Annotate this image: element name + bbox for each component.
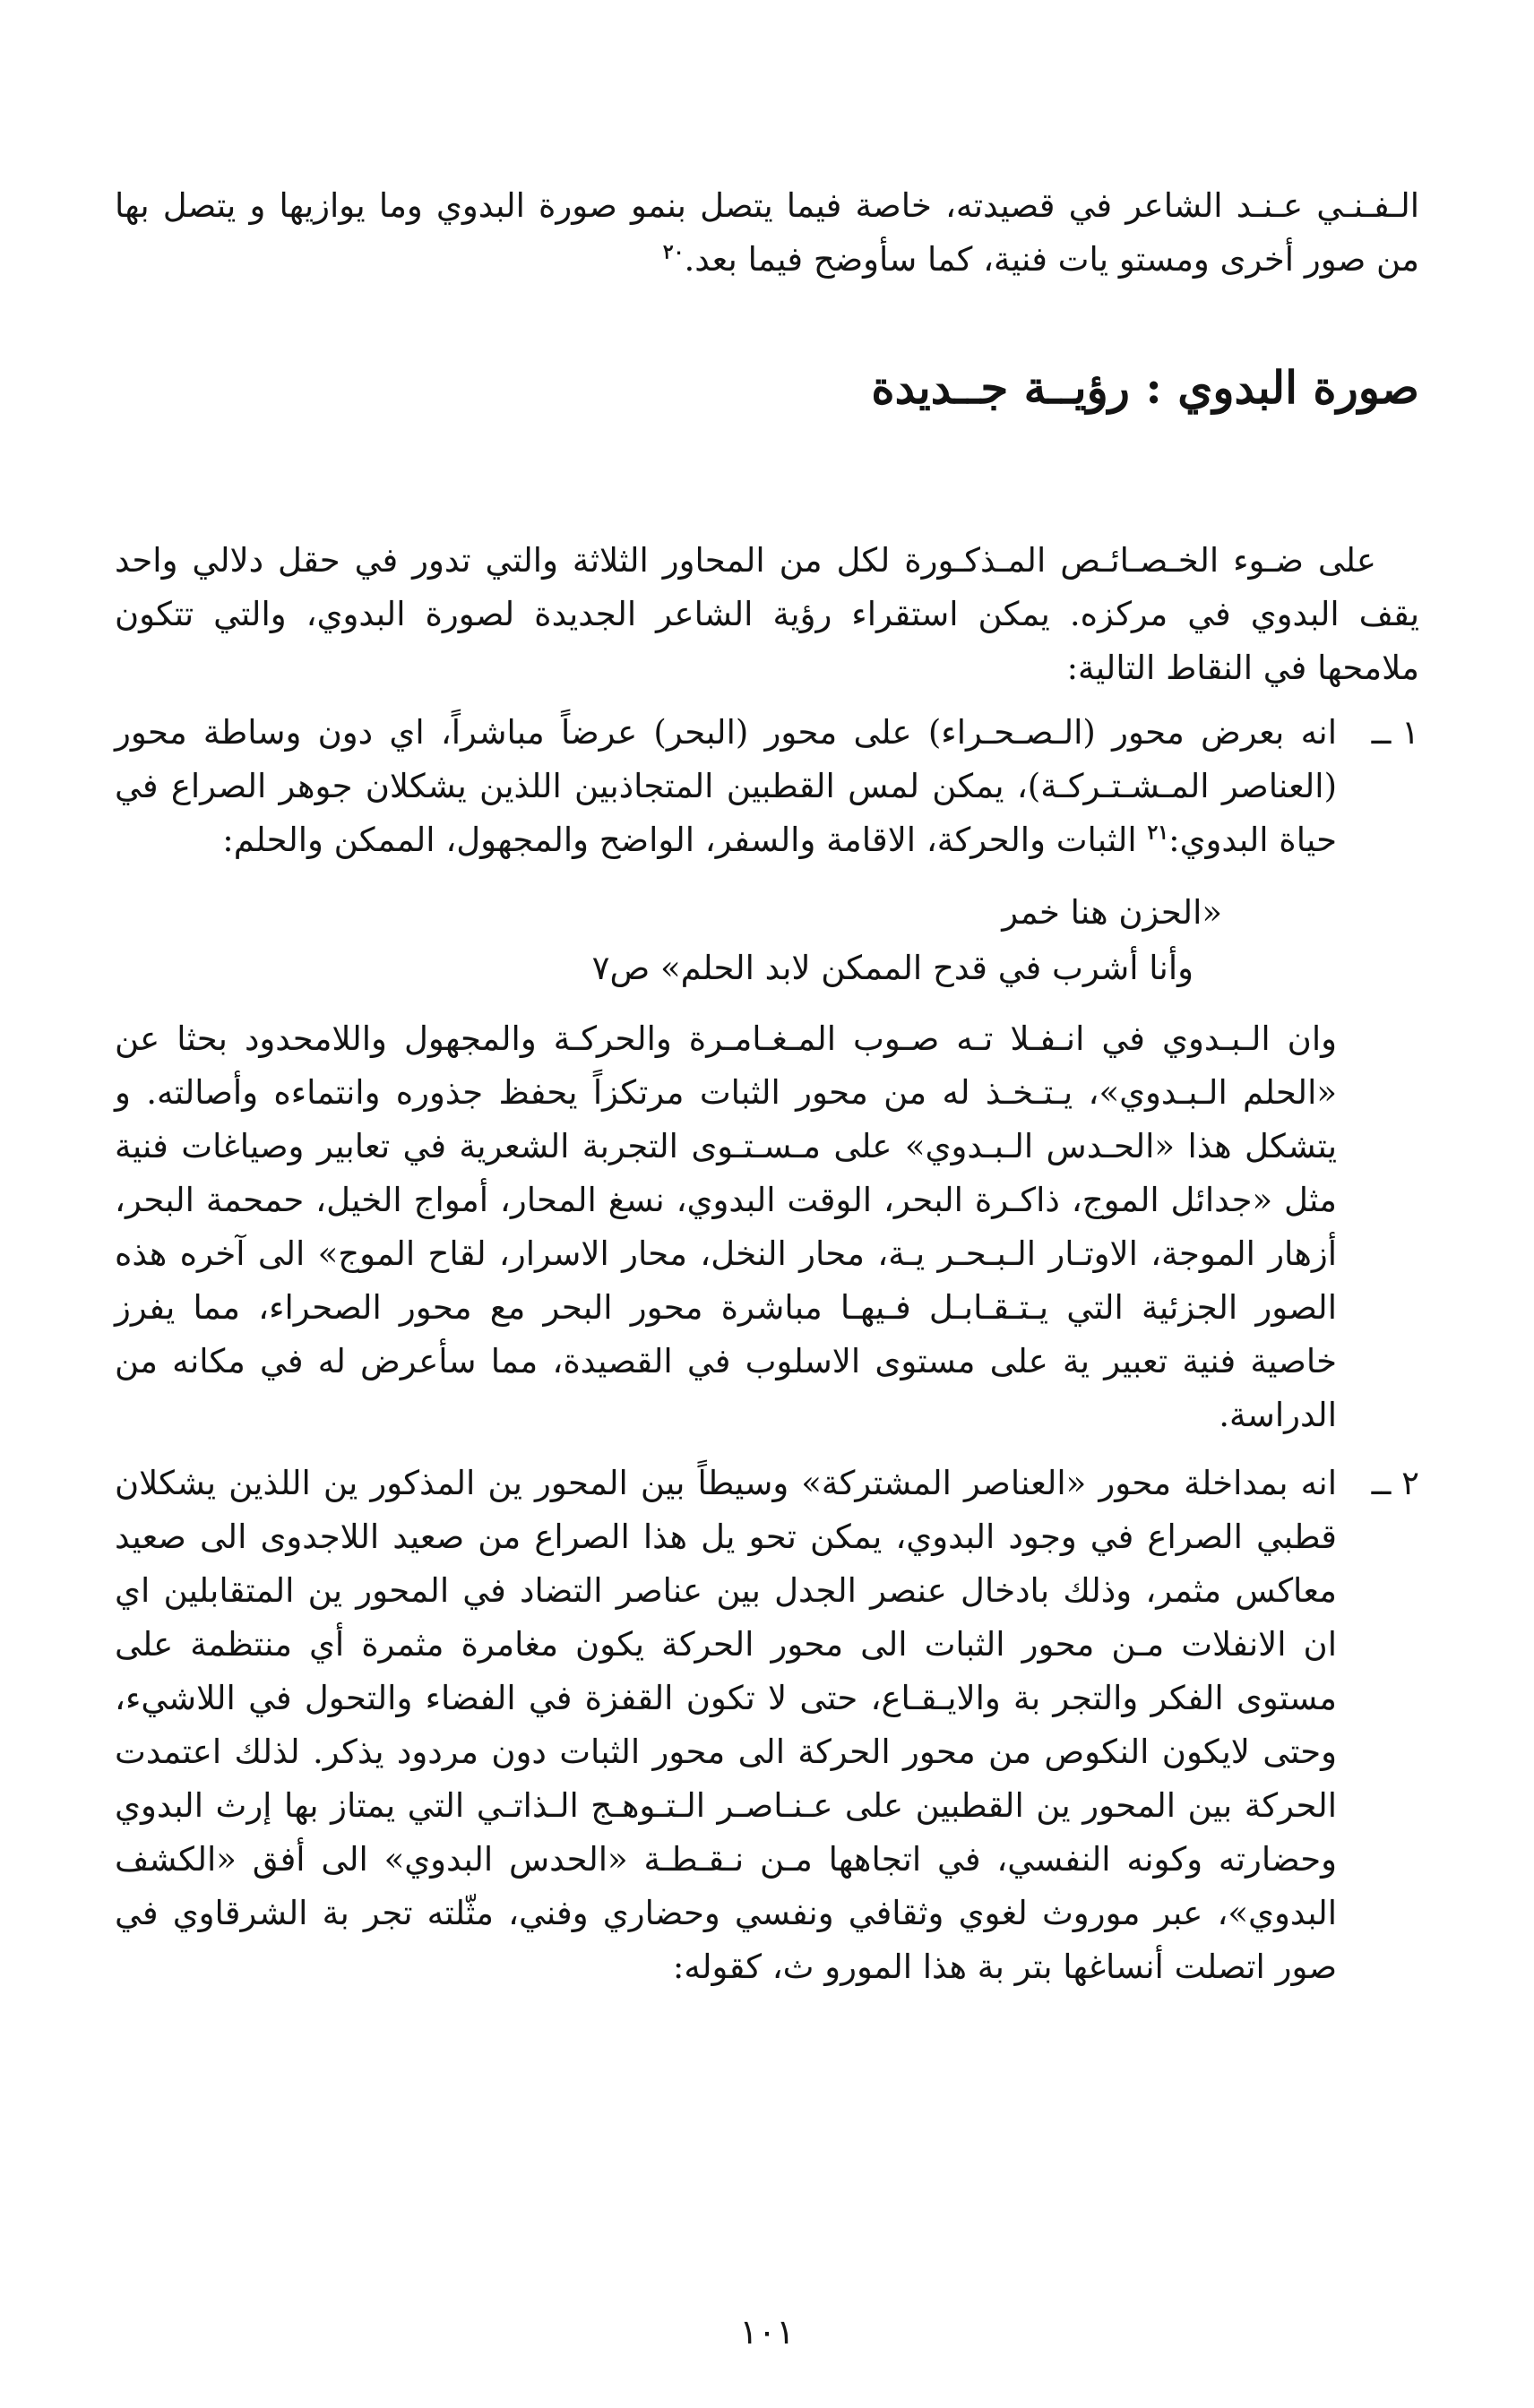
list-item-1-text-start: انه بعرض محور (الـصـحـراء) على محور (البحر) عرضاً مباشراً، اي دون وساطة محور (العناصر المـشـتـركـة)، يمكن لمس القطبين المتجاذبين اللذين يشكلان جوهر الصراع في حياة البدوي: xyxy=(115,713,1337,859)
list-item-1-continuation: وان الـبـدوي في انـفـلا تـه صـوب المـغـامـرة والحركـة والمجهول واللامحدود بحثا عن «الحلم الـبـدوي»، يـتـخـذ له من محور الثبات مرتكزاً يحفظ جذوره وانتماءه وأصالته. و يتشكل هذا «الحـدس الـبـدوي» على مـسـتـوى التجربة الشعرية في تعابير وصياغات فنية مثل «جدائل الموج، ذاكـرة البحر، الوقت البدوي، نسغ المحار، أمواج الخيل، حمحمة البحر، أزهار الموجة، الاوتـار الـبـحـر يـة، محار النخل، محار الاسرار، لقاح الموج» الى آخره هذه الصور الجزئية التي يـتـقـابـل فـيهـا مباشرة محور البحر مع محور الصحراء، مما يفرز خاصية فنية تعبير ية على مستوى الاسلوب في القصيدة، مما سأعرض له في مكانه من الدراسة. xyxy=(115,1019,1337,1434)
list-item-number: ١ ــ xyxy=(1371,713,1419,752)
section-title: صورة البدوي : رؤيــة جــديدة xyxy=(871,361,1419,414)
poem-quote xyxy=(115,885,1337,996)
list-item-2 xyxy=(115,1457,1419,1994)
page-content xyxy=(115,179,1419,1994)
list-item-2-text: انه بمداخلة محور «العناصر المشتركة» وسيطاً بين المحور ين المذكور ين اللذين يشكلان قطبي الصراع في وجود البدوي، يمكن تحو يل هذا الصراع من صعيد اللاجدوى الى صعيد معاكس مثمر، وذلك بادخال عنصر الجدل بين عناصر التضاد في المحور ين المتقابلين اي ان الانفلات مـن محور الثبات الى محور الحركة يكون مغامرة مثمرة أي منتظمة على مستوى الفكر والتجر بة والايـقـاع، حتى لا تكون القفزة في الفضاء والتحول في اللاشيء، وحتى لايكون النكوص من محور الحركة الى محور الثبات دون مردود يذكر. لذلك اعتمدت الحركة بين المحور ين القطبين على عـنـاصـر الـتـوهـج الـذاتـي التي يمتاز بها إرث البدوي وحضارته وكونه النفسي، في اتجاهها مـن نـقـطـة «الحدس البدوي» الى أفق «الكشف البدوي»، عبر موروث لغوي وثقافي ونفسي وحضاري وفني، مثّلته تجر بة الشرقاوي في صور اتصلت أنساغها بتر بة هذا المورو ث، كقوله: xyxy=(115,1464,1337,1986)
list-item-body xyxy=(115,706,1337,1442)
list-item-1-text-end: الثبات والحركة، الاقامة والسفر، الواضح والمجهول، الممكن والحلم: xyxy=(222,821,1137,859)
intro-paragraph-text: الـفـنـي عـنـد الشاعر في قصيدته، خاصة فيما يتصل بنمو صورة البدوي وما يوازيها و يتصل بها من صور أخرى ومستو يات فنية، كما سأوضح فيما بعد. xyxy=(115,186,1419,279)
list-item-number: ٢ ــ xyxy=(1371,1464,1419,1502)
footnote-marker-20: ٢٠ xyxy=(662,240,685,264)
lead-paragraph: على ضـوء الخـصـائـص المـذكـورة لكل من المحاور الثلاثة والتي تدور في حقل دلالي واحد يقف البدوي في مركزه. يمكن استقراء رؤية الشاعر الجديدة لصورة البدوي، والتي تتكون ملامحها في النقاط التالية: xyxy=(115,541,1419,687)
intro-paragraph xyxy=(115,179,1419,287)
list-item-body xyxy=(115,1457,1337,1994)
page-number: ١٠١ xyxy=(739,2312,795,2352)
list-item-1-text xyxy=(115,706,1337,867)
list-item-1 xyxy=(115,706,1419,1442)
footnote-marker-21: ٢١ xyxy=(1147,821,1169,845)
poem-quote-line-2: وأنا أشرب في قدح الممكن لابد الحلم» ص٧ xyxy=(591,949,1194,987)
numbered-list xyxy=(115,706,1419,1994)
poem-quote-line-1: «الحزن هنا خمر xyxy=(1002,893,1222,932)
